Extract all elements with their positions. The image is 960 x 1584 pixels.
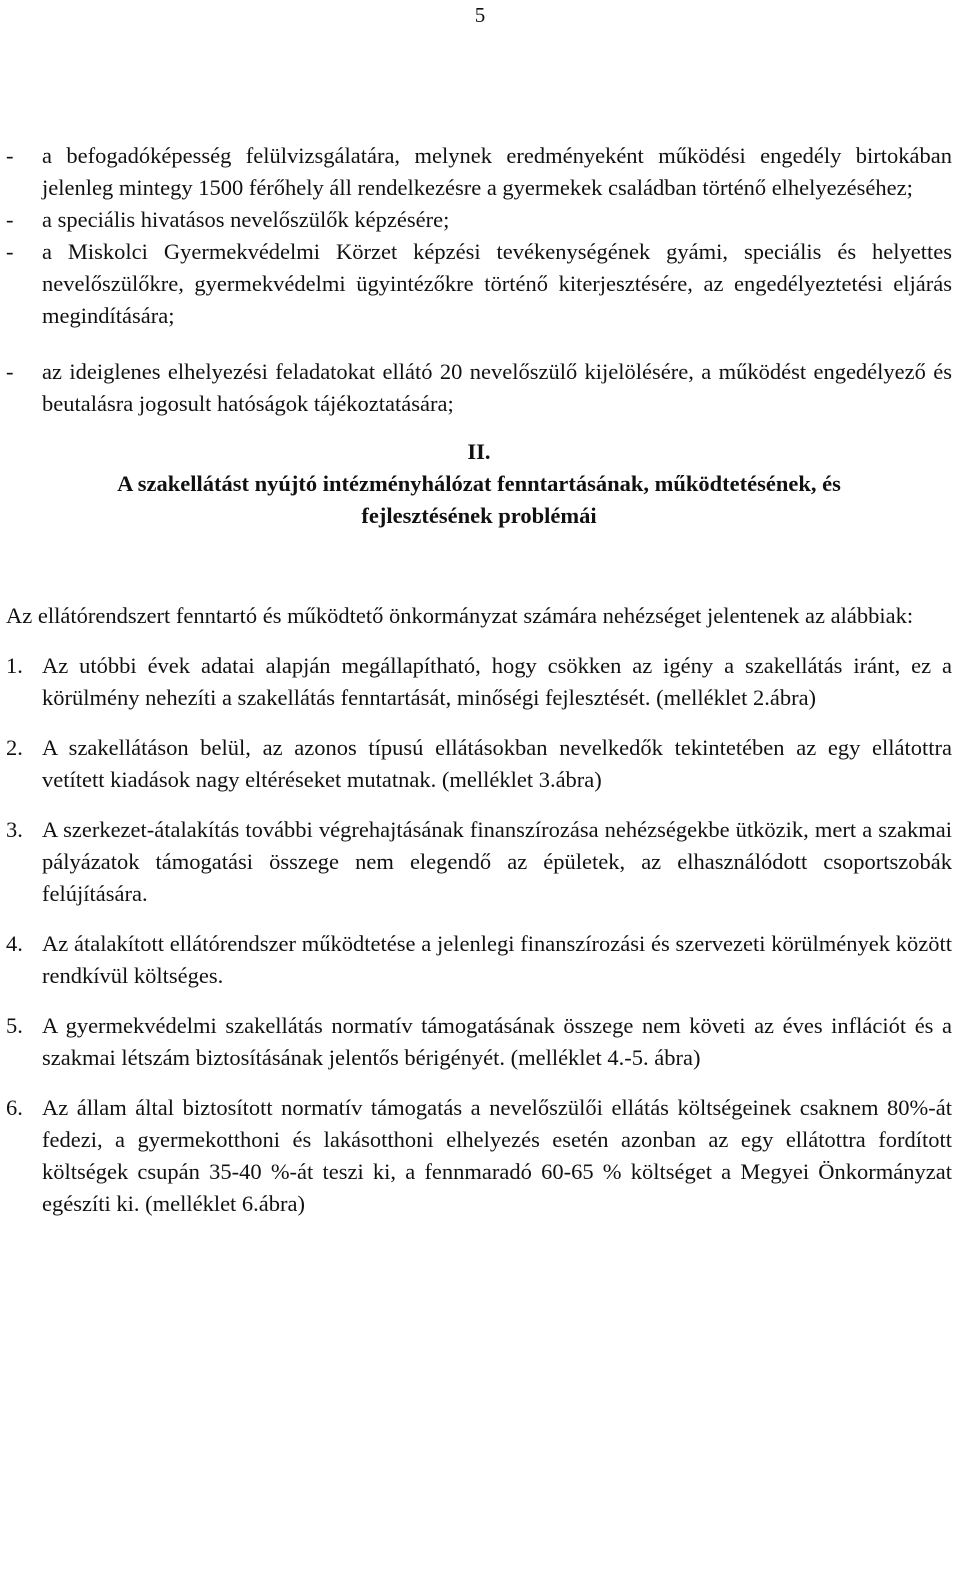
numbered-item xyxy=(6,928,952,992)
item-text: Az állam által biztosított normatív támogatás a nevelőszülői ellátás költségeinek csaknem 80%-át fedezi, a gyermekotthoni és lakásotthoni elhelyezés esetén azonban az egy ellátottra fordított költségek csupán 35-40 %-át teszi ki, a fennmaradó 60-65 % költséget a Megyei Önkormányzat egészíti ki. (melléklet 6.ábra) xyxy=(42,1095,952,1216)
bullet-marker: - xyxy=(6,239,14,264)
item-text: A gyermekvédelmi szakellátás normatív támogatásának összege nem követi az éves inflációt és a szakmai létszám biztosításának jelentős bérigényét. (melléklet 4.-5. ábra) xyxy=(42,1013,952,1070)
section-number: II. xyxy=(467,439,491,464)
bullet-item xyxy=(6,356,952,420)
numbered-item xyxy=(6,1010,952,1074)
item-number: 3. xyxy=(6,817,23,842)
bullet-item xyxy=(6,140,952,204)
bullet-marker: - xyxy=(6,143,14,168)
numbered-item xyxy=(6,814,952,910)
numbered-item xyxy=(6,732,952,796)
item-text: Az átalakított ellátórendszer működtetése a jelenlegi finanszírozási és szervezeti körülmények között rendkívül költséges. xyxy=(42,931,952,988)
item-number: 5. xyxy=(6,1013,23,1038)
bullet-item xyxy=(6,204,952,236)
item-number: 4. xyxy=(6,931,23,956)
section-title-line-2: fejlesztésének problémái xyxy=(361,503,597,528)
item-text: A szerkezet-átalakítás további végrehajtásának finanszírozása nehézségekbe ütközik, mert a szakmai pályázatok támogatási összege nem elegendő az épületek, az elhasználódott csoportszobák felújítására. xyxy=(42,817,952,906)
bullet-text: a befogadóképesség felülvizsgálatára, melynek eredményeként működési engedély birtokában jelenleg mintegy 1500 férőhely áll rendelkezésre a gyermekek családban történő elhelyezéséhez; xyxy=(42,143,952,200)
bullet-item xyxy=(6,236,952,332)
section-title-line-1: A szakellátást nyújtó intézményhálózat fenntartásának, működtetésének, és xyxy=(117,471,841,496)
bullet-text: a Miskolci Gyermekvédelmi Körzet képzési tevékenységének gyámi, speciális és helyettes nevelőszülőkre, gyermekvédelmi ügyintézőkre történő kiterjesztésére, az engedélyeztetési eljárás megindítására; xyxy=(42,239,952,328)
page-number: 5 xyxy=(474,3,486,27)
item-number: 6. xyxy=(6,1095,23,1120)
numbered-item xyxy=(6,1092,952,1220)
item-number: 1. xyxy=(6,653,23,678)
item-number: 2. xyxy=(6,735,23,760)
numbered-item xyxy=(6,650,952,714)
item-text: Az utóbbi évek adatai alapján megállapítható, hogy csökken az igény a szakellátás iránt, ez a körülmény nehezíti a szakellátás fenntartását, minőségi fejlesztését. (melléklet 2.ábra) xyxy=(42,653,952,710)
item-text: A szakellátáson belül, az azonos típusú ellátásokban nevelkedők tekintetében az egy ellátottra vetített kiadások nagy eltéréseket mutatnak. (melléklet 3.ábra) xyxy=(42,735,952,792)
bullet-marker: - xyxy=(6,359,14,384)
bullet-marker: - xyxy=(6,207,14,232)
page-content xyxy=(6,140,952,1220)
intro-paragraph: Az ellátórendszert fenntartó és működtető önkormányzat számára nehézséget jelentenek az alábbiak: xyxy=(6,603,914,628)
bullet-text: az ideiglenes elhelyezési feladatokat ellátó 20 nevelőszülő kijelölésére, a működést engedélyező és beutalásra jogosult hatóságok tájékoztatására; xyxy=(42,359,952,416)
bullet-text: a speciális hivatásos nevelőszülők képzésére; xyxy=(42,207,450,232)
